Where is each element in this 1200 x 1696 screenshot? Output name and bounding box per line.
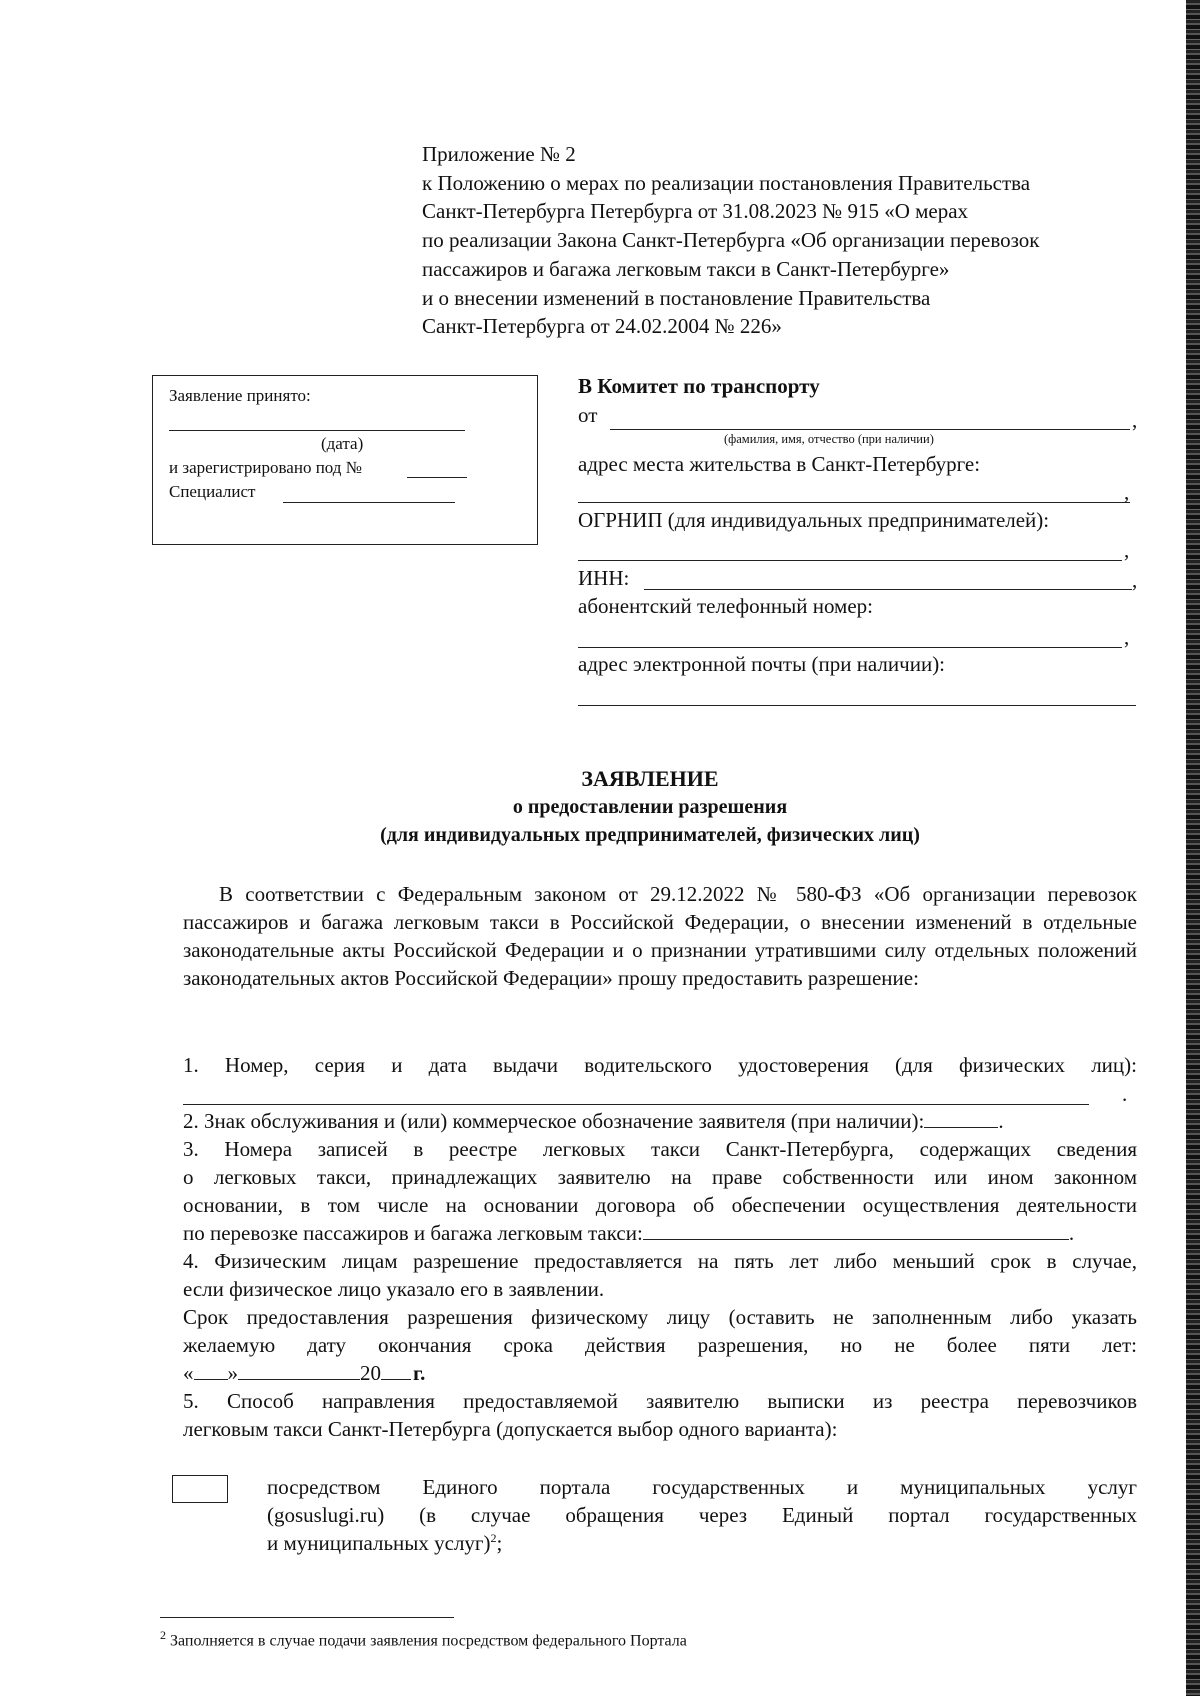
footnote-rule — [160, 1617, 454, 1618]
item-4-line-2: если физическое лицо указало его в заявлении. — [183, 1277, 605, 1301]
appendix-header — [422, 140, 1040, 341]
name-hint: (фамилия, имя, отчество (при наличии) — [724, 432, 934, 446]
document-title: ЗАЯВЛЕНИЕ — [581, 766, 719, 791]
item-4-line-1: 4. Физическим лицам разрешение предоставляется на пять лет либо меньший срок в случае, — [183, 1249, 1137, 1273]
comma: , — [1132, 568, 1138, 592]
appendix-line: пассажиров и багажа легковым такси в Санкт-Петербурге» — [422, 256, 950, 281]
option-1-line-1: посредством Единого портала государственных и муниципальных услуг — [267, 1475, 1137, 1499]
footnote — [160, 1628, 687, 1650]
option-1-end: ; — [496, 1531, 503, 1555]
document-subtitle: о предоставлении разрешения — [512, 796, 788, 818]
intro-paragraph — [183, 880, 1137, 992]
item-3-line-2: о легковых такси, принадлежащих заявителю на праве собственности или ином законном — [183, 1165, 1137, 1189]
day-blank[interactable] — [194, 1361, 228, 1380]
registration-number-line[interactable] — [407, 477, 467, 478]
ogrnip-line[interactable] — [578, 560, 1122, 561]
inn-line[interactable] — [644, 589, 1132, 590]
term-line-1: Срок предоставления разрешения физическому лицу (оставить не заполненным либо указать — [183, 1305, 1137, 1329]
footnote-text: Заполняется в случае подачи заявления посредством федерального Портала — [170, 1632, 687, 1650]
comma: , — [1132, 408, 1138, 432]
appendix-line: Санкт-Петербурга Петербурга от 31.08.2023 № 915 «О мерах — [422, 199, 969, 224]
item-3-line-4 — [183, 1221, 1074, 1246]
gosuslugi-checkbox[interactable] — [172, 1475, 228, 1503]
driver-license-line[interactable] — [183, 1104, 1089, 1105]
period: . — [1122, 1082, 1128, 1106]
accepted-label: Заявление принято: — [169, 386, 311, 405]
appendix-line: Санкт-Петербурга от 24.02.2004 № 226» — [422, 314, 782, 339]
from-label: от — [578, 403, 598, 427]
phone-label: абонентский телефонный номер: — [578, 594, 874, 618]
appendix-line: к Положению о мерах по реализации постановления Правительства — [422, 170, 1031, 195]
item-1: 1. Номер, серия и дата выдачи водительского удостоверения (для физических лиц): — [183, 1053, 1137, 1077]
item-3-text: по перевозке пассажиров и багажа легковым такси: — [183, 1221, 643, 1245]
period: . — [998, 1109, 1004, 1133]
email-label: адрес электронной почты (при наличии): — [578, 652, 946, 676]
item-3-line-3: основании, в том числе на основании договора об обеспечении осуществления деятельности — [183, 1193, 1137, 1217]
year-prefix: 20 — [360, 1361, 381, 1385]
month-blank[interactable] — [238, 1361, 360, 1380]
term-line-2: желаемую дату окончания срока действия разрешения, но не более пяти лет: — [183, 1333, 1137, 1357]
phone-line[interactable] — [578, 647, 1122, 648]
term-date — [183, 1361, 425, 1386]
date-close-quote: » — [227, 1361, 238, 1385]
specialist-line[interactable] — [283, 502, 455, 503]
item-2-text: 2. Знак обслуживания и (или) коммерческое обозначение заявителя (при наличии): — [183, 1109, 925, 1133]
date-open-quote: « — [183, 1361, 194, 1385]
registration-stamp-box — [152, 375, 538, 545]
email-line[interactable] — [578, 705, 1136, 706]
item-5-line-2: легковым такси Санкт-Петербурга (допускается выбор одного варианта): — [183, 1417, 838, 1441]
ogrnip-label: ОГРНИП (для индивидуальных предпринимателей): — [578, 508, 1050, 532]
specialist-label: Специалист — [169, 482, 256, 501]
registry-numbers-blank[interactable] — [643, 1221, 1069, 1240]
date-line[interactable] — [169, 430, 465, 431]
footnote-ref: 2 — [490, 1531, 497, 1545]
intro-text: В соответствии с Федеральным законом от 29.12.2022 № 580-ФЗ «Об организации перевозок пассажиров и багажа легковым такси в Российской Федерации, о внесении изменений в отдельные законодательные акты Российской Федерации и о признании утратившими силу отдельных положений законодательных актов Российской Федерации» прошу предоставить разрешение: — [183, 882, 1137, 990]
address-line[interactable] — [578, 502, 1130, 503]
document-subtitle-2: (для индивидуальных предпринимателей, физических лиц) — [380, 824, 920, 846]
item-5-line-1: 5. Способ направления предоставляемой заявителю выписки из реестра перевозчиков — [183, 1389, 1137, 1413]
year-suffix: г. — [413, 1361, 426, 1385]
applicant-name-line[interactable] — [610, 429, 1130, 430]
comma: , — [1124, 480, 1130, 504]
comma: , — [1124, 538, 1130, 562]
scan-edge — [1186, 0, 1200, 1696]
address-label: адрес места жительства в Санкт-Петербурге: — [578, 452, 981, 476]
item-3-line-1: 3. Номера записей в реестре легковых такси Санкт-Петербурга, содержащих сведения — [183, 1137, 1137, 1161]
comma: , — [1124, 625, 1130, 649]
option-1-line-2: (gosuslugi.ru) (в случае обращения через Единый портал государственных — [267, 1503, 1137, 1527]
item-2 — [183, 1109, 1004, 1134]
appendix-line: Приложение № 2 — [422, 142, 576, 166]
registered-label: и зарегистрировано под № — [169, 458, 362, 477]
appendix-line: и о внесении изменений в постановление Правительства — [422, 285, 931, 310]
addressee-to: В Комитет по транспорту — [578, 374, 820, 398]
period: . — [1068, 1221, 1075, 1245]
appendix-line: по реализации Закона Санкт-Петербурга «Об организации перевозок — [422, 228, 1040, 253]
option-1-text: и муниципальных услуг) — [267, 1531, 491, 1555]
year-blank[interactable] — [381, 1361, 411, 1380]
inn-label: ИНН: — [578, 566, 630, 590]
service-mark-blank[interactable] — [924, 1109, 998, 1128]
date-label: (дата) — [321, 434, 364, 453]
footnote-number: 2 — [160, 1628, 166, 1642]
option-1-line-3 — [267, 1531, 502, 1556]
